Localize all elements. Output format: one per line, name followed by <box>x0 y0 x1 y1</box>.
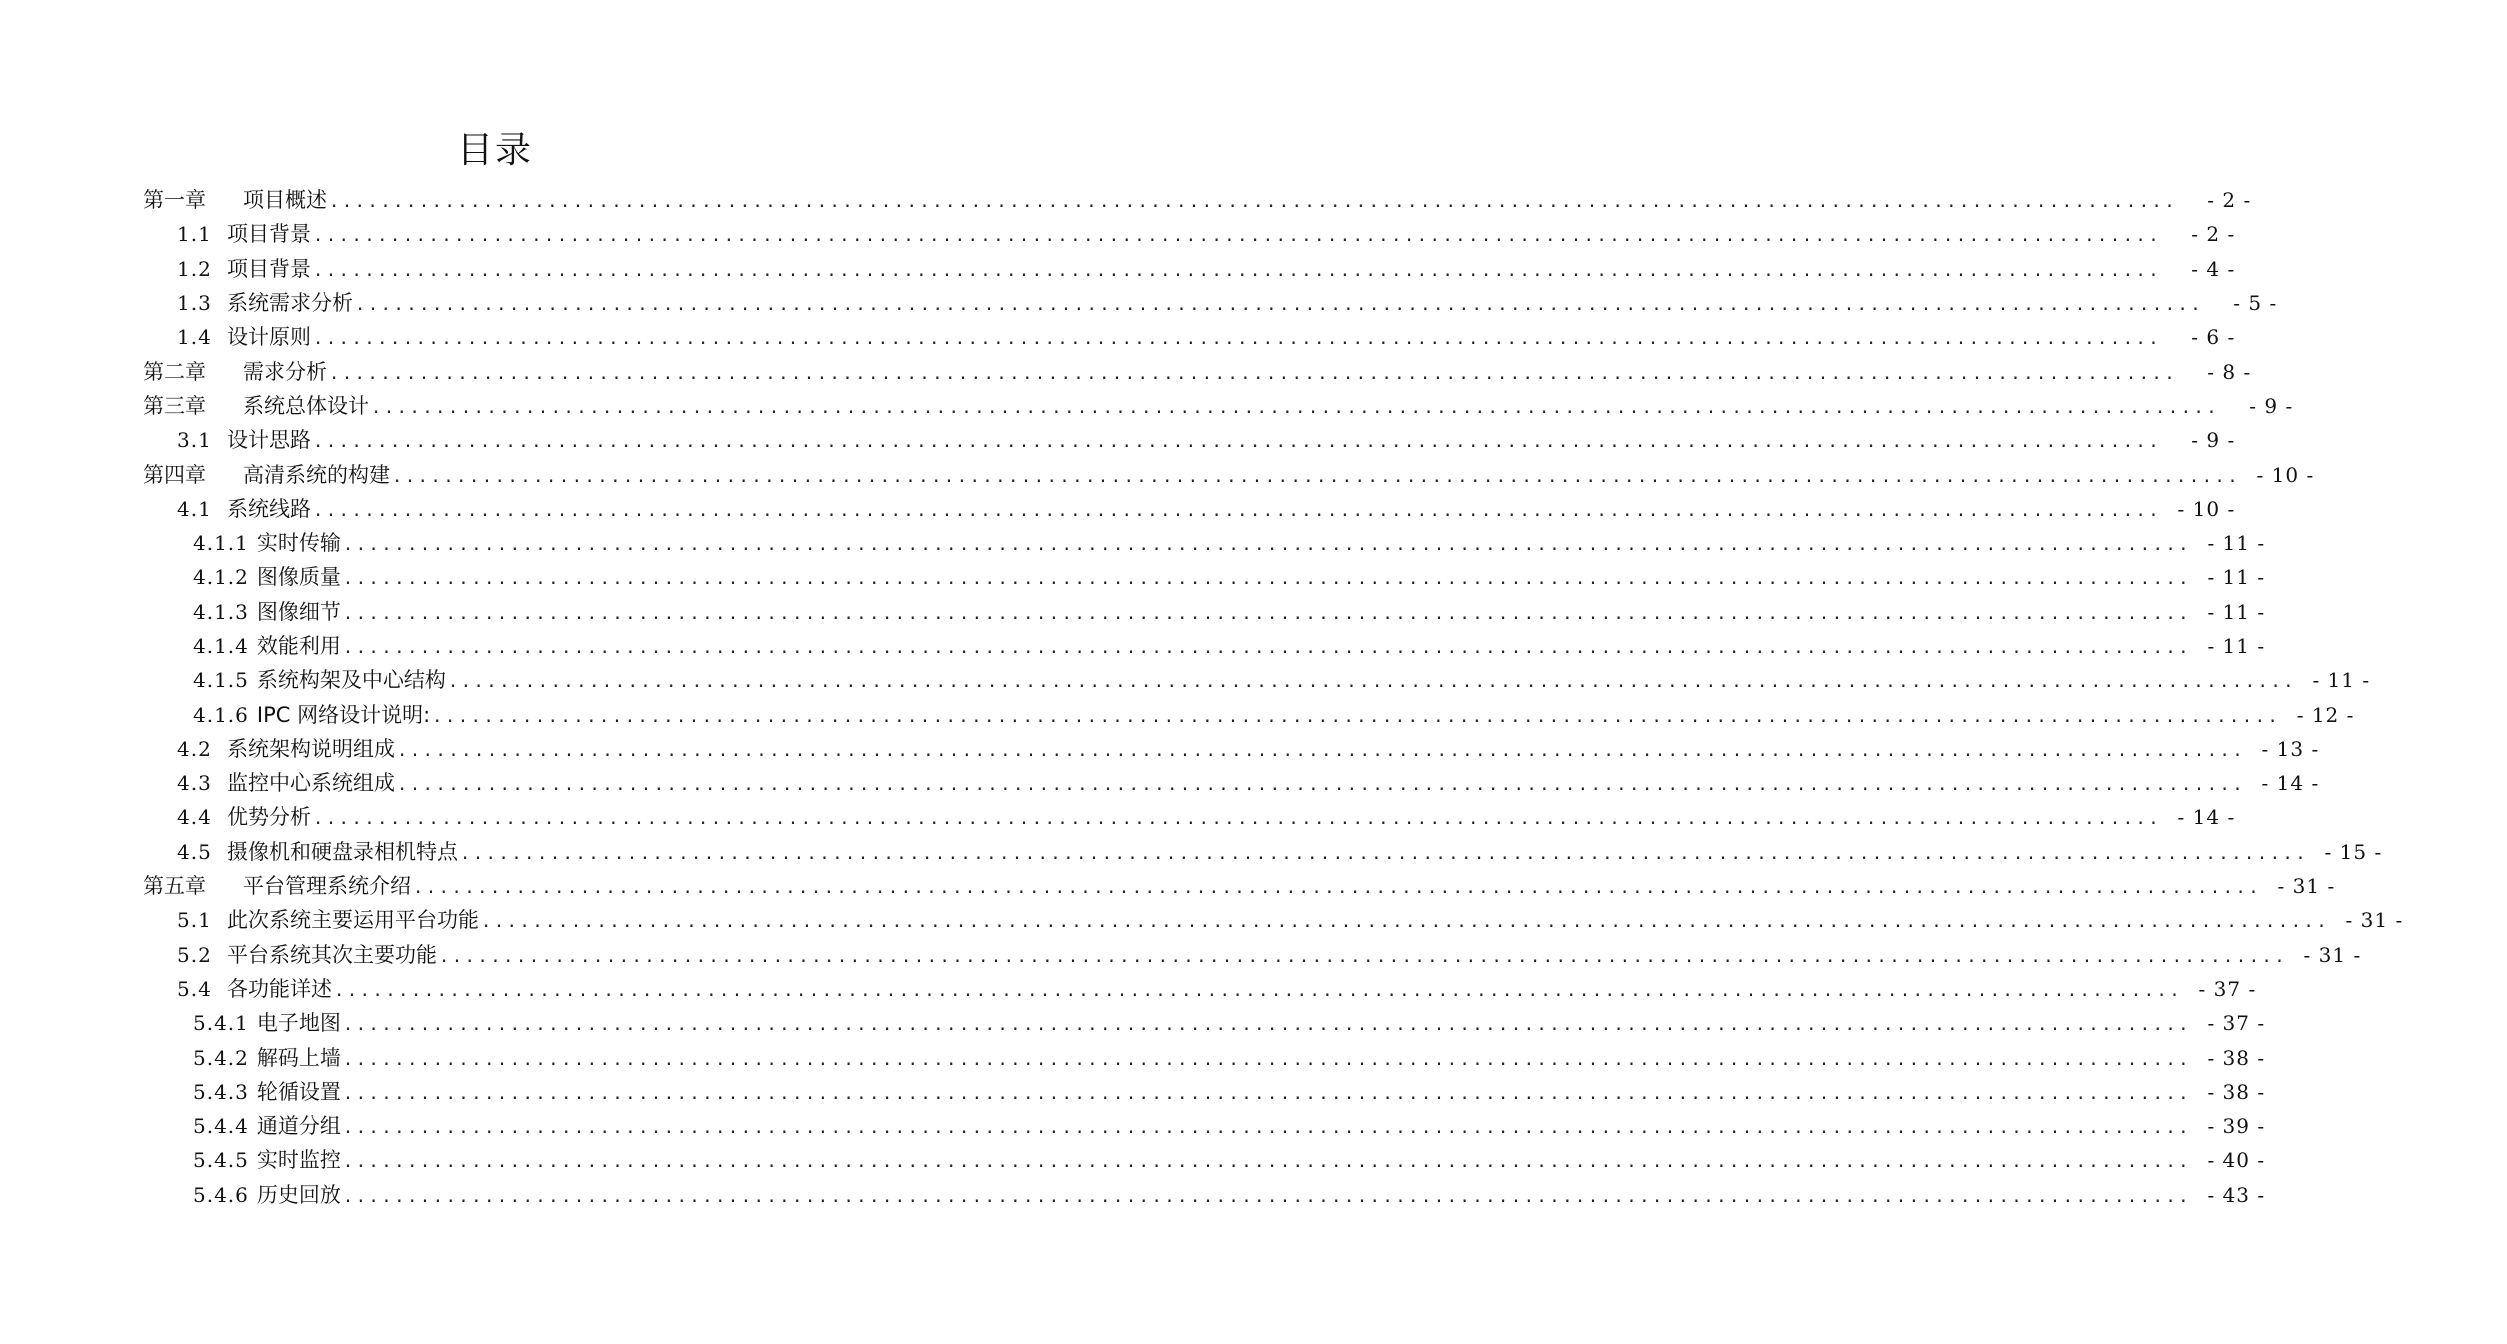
toc-dot-leader: ................................................................................................................................................ <box>342 603 2192 624</box>
toc-entry[interactable] <box>0 492 2236 526</box>
toc-dot-leader: ................................................................................................................................................ <box>313 260 2162 281</box>
toc-dot-leader: ................................................................................................................................................ <box>447 672 2297 693</box>
toc-entry-number: 4.1.3 <box>193 599 249 624</box>
toc-entry-title: 效能利用 <box>256 634 341 658</box>
toc-dot-leader: ................................................................................................................................................ <box>313 432 2162 453</box>
toc-entry-number: 1.2 <box>177 256 212 281</box>
toc-entry-number: 第二章 <box>143 359 206 384</box>
toc-entry-page: - 11 - <box>2207 565 2266 590</box>
toc-entry-number: 4.1.1 <box>193 531 249 556</box>
toc-entry[interactable] <box>0 800 2236 834</box>
toc-entry-page: - 14 - <box>2177 805 2236 830</box>
toc-entry-title: 项目背景 <box>227 222 311 247</box>
toc-entry-title: 设计原则 <box>227 325 311 350</box>
toc-entry-title: 系统架构说明组成 <box>227 736 395 761</box>
toc-dot-leader: ................................................................................................................................................ <box>371 397 2220 418</box>
toc-entry[interactable] <box>0 1178 2266 1212</box>
toc-dot-leader: ................................................................................................................................................ <box>413 878 2262 899</box>
toc-entry-number: 4.2 <box>177 736 212 761</box>
toc-entry[interactable] <box>0 320 2236 354</box>
toc-entry-number: 5.4.4 <box>193 1114 249 1139</box>
toc-entry-number: 4.3 <box>177 771 212 796</box>
toc-dot-leader: ................................................................................................................................................ <box>313 500 2162 521</box>
toc-dot-leader: ................................................................................................................................................ <box>342 1118 2192 1139</box>
toc-entry-title: 轮循设置 <box>256 1079 341 1104</box>
toc-entry[interactable] <box>0 1040 2266 1074</box>
toc-entry-page: - 31 - <box>2277 874 2336 899</box>
toc-entry-page: - 38 - <box>2207 1079 2266 1104</box>
toc-entry-number: 5.4.6 <box>193 1182 249 1207</box>
toc-entry-title: 实时传输 <box>256 531 341 556</box>
toc-dot-leader: ................................................................................................................................................ <box>342 1049 2192 1070</box>
toc-entry[interactable] <box>0 457 2315 491</box>
toc-entry-page: - 13 - <box>2261 736 2320 761</box>
toc-entry-title: 各功能详述 <box>227 976 332 1001</box>
toc-entry-page: - 5 - <box>2233 291 2278 316</box>
toc-entry-title: 通道分组 <box>256 1114 341 1139</box>
toc-entry-number: 5.1 <box>177 908 212 933</box>
toc-entry-title: 图像质量 <box>256 565 341 590</box>
toc-entry-number: 第四章 <box>143 462 206 487</box>
toc-entry-number: 1.1 <box>177 222 212 247</box>
toc-entry-page: - 2 - <box>2191 222 2236 247</box>
toc-entry[interactable] <box>0 286 2278 320</box>
toc-entry-page: - 40 - <box>2207 1148 2266 1173</box>
toc-entry[interactable] <box>0 972 2257 1006</box>
toc-entry[interactable] <box>0 869 2336 903</box>
toc-entry[interactable] <box>0 732 2320 766</box>
toc-dot-leader: ................................................................................................................................................ <box>334 980 2183 1001</box>
toc-entry-number: 第三章 <box>143 393 206 418</box>
toc-entry-title: 解码上墙 <box>256 1045 341 1070</box>
toc-dot-leader: ................................................................................................................................................ <box>342 535 2192 556</box>
toc-entry-number: 5.4 <box>177 976 212 1001</box>
toc-entry-title: 项目概述 <box>243 188 327 213</box>
toc-entry[interactable] <box>0 766 2320 800</box>
toc-dot-leader: ................................................................................................................................................ <box>313 226 2162 247</box>
toc-entry-title: 历史回放 <box>256 1182 341 1207</box>
toc-entry-title: 摄像机和硬盘录相机特点 <box>227 839 458 864</box>
toc-entry[interactable] <box>0 1109 2266 1143</box>
toc-dot-leader: ................................................................................................................................................ <box>355 295 2204 316</box>
toc-entry-number: 4.1.5 <box>193 668 249 693</box>
toc-title: 目录 <box>456 130 533 171</box>
toc-entry-number: 4.1.6 <box>193 702 249 727</box>
toc-entry-number: 4.5 <box>177 839 212 864</box>
toc-entry-page: - 4 - <box>2191 256 2236 281</box>
toc-entry[interactable] <box>0 1143 2266 1177</box>
toc-entry-title: 项目背景 <box>227 256 311 281</box>
toc-entry-number: 5.4.5 <box>193 1148 249 1173</box>
toc-entry-number: 第五章 <box>143 874 206 899</box>
toc-entry-number: 第一章 <box>143 188 206 213</box>
toc-entry-title: 系统构架及中心结构 <box>256 668 446 693</box>
toc-entry-title: 系统需求分析 <box>227 291 353 316</box>
toc-entry-title: 设计思路 <box>227 428 311 453</box>
toc-entry-title: 实时监控 <box>256 1148 341 1173</box>
toc-entry-number: 5.4.1 <box>193 1011 249 1036</box>
toc-entry-title: 电子地图 <box>256 1011 341 1036</box>
toc-entry-page: - 8 - <box>2207 359 2252 384</box>
toc-entry-number: 5.4.3 <box>193 1079 249 1104</box>
toc-entry[interactable] <box>0 938 2362 972</box>
toc-entry-number: 4.1.2 <box>193 565 249 590</box>
toc-entry[interactable] <box>0 526 2266 560</box>
toc-dot-leader: ................................................................................................................................................ <box>342 638 2192 658</box>
toc-dot-leader: ................................................................................................................................................ <box>439 946 2288 967</box>
toc-entry-title: 图像细节 <box>256 599 341 624</box>
toc-entry-number: 1.3 <box>177 291 212 316</box>
toc-dot-leader: ................................................................................................................................................ <box>481 912 2330 933</box>
toc-dot-leader: ................................................................................................................................................ <box>313 329 2162 350</box>
toc-dot-leader: ................................................................................................................................................ <box>432 706 2281 727</box>
toc-entry-number: 5.2 <box>177 942 212 967</box>
toc-entry-number: 4.1 <box>177 496 212 521</box>
toc-dot-leader: ................................................................................................................................................ <box>460 843 2309 864</box>
toc-entry[interactable] <box>0 903 2404 937</box>
toc-entry-title: 优势分析 <box>227 805 311 830</box>
toc-entry-page: - 11 - <box>2207 531 2266 556</box>
toc-entry-page: - 12 - <box>2296 702 2355 727</box>
toc-entry-title: 监控中心系统组成 <box>227 771 395 796</box>
toc-entry[interactable] <box>0 560 2266 594</box>
toc-dot-leader: ................................................................................................................................................ <box>342 569 2192 590</box>
toc-entry-page: - 43 - <box>2207 1182 2266 1207</box>
toc-entry-title: 高清系统的构建 <box>243 462 390 487</box>
toc-entry-page: - 10 - <box>2256 462 2315 487</box>
toc-entry-page: - 14 - <box>2261 771 2320 796</box>
toc-entry-page: - 2 - <box>2207 188 2252 213</box>
toc-entry-page: - 31 - <box>2303 942 2362 967</box>
toc-entry-number: 5.4.2 <box>193 1045 249 1070</box>
toc-entry-page: - 37 - <box>2198 976 2257 1001</box>
toc-entry-page: - 9 - <box>2249 393 2294 418</box>
toc-dot-leader: ................................................................................................................................................ <box>397 740 2246 761</box>
toc-entry[interactable] <box>0 1006 2266 1040</box>
toc-entry[interactable] <box>0 389 2294 423</box>
toc-dot-leader: ................................................................................................................................................ <box>392 466 2241 487</box>
toc-list <box>0 183 2404 1212</box>
toc-entry-page: - 38 - <box>2207 1045 2266 1070</box>
toc-entry[interactable] <box>0 354 2252 388</box>
toc-dot-leader: ................................................................................................................................................ <box>342 1186 2192 1207</box>
toc-dot-leader: ................................................................................................................................................ <box>342 1015 2192 1036</box>
toc-entry-title: 系统线路 <box>227 496 311 521</box>
toc-entry-number: 3.1 <box>177 428 212 453</box>
toc-entry[interactable] <box>0 663 2371 697</box>
toc-entry-number: 4.1.4 <box>193 634 249 658</box>
toc-entry-title: 需求分析 <box>243 359 327 384</box>
toc-entry-title: IPC 网络设计说明: <box>256 702 431 727</box>
toc-entry-page: - 11 - <box>2207 634 2266 658</box>
toc-entry-title: 平台管理系统介绍 <box>243 874 411 899</box>
toc-entry[interactable] <box>0 835 2383 869</box>
toc-entry[interactable] <box>0 697 2355 731</box>
toc-dot-leader: ................................................................................................................................................ <box>342 1152 2192 1173</box>
toc-entry-title: 平台系统其次主要功能 <box>227 942 437 967</box>
toc-entry[interactable] <box>0 217 2236 251</box>
toc-entry[interactable] <box>0 629 2266 663</box>
toc-dot-leader: ................................................................................................................................................ <box>329 192 2178 213</box>
toc-entry-page: - 39 - <box>2207 1114 2266 1139</box>
toc-entry-page: - 9 - <box>2191 428 2236 453</box>
toc-entry[interactable] <box>0 423 2236 457</box>
toc-entry[interactable] <box>0 252 2236 286</box>
toc-entry[interactable] <box>0 595 2266 629</box>
toc-entry-number: 4.4 <box>177 805 212 830</box>
toc-entry[interactable] <box>0 183 2252 217</box>
toc-entry-page: - 15 - <box>2324 839 2383 864</box>
toc-dot-leader: ................................................................................................................................................ <box>329 363 2178 384</box>
toc-entry-number: 1.4 <box>177 325 212 350</box>
toc-entry-page: - 6 - <box>2191 325 2236 350</box>
toc-dot-leader: ................................................................................................................................................ <box>313 809 2162 830</box>
toc-entry-page: - 31 - <box>2345 908 2404 933</box>
toc-entry[interactable] <box>0 1075 2266 1109</box>
toc-dot-leader: ................................................................................................................................................ <box>342 1083 2192 1104</box>
toc-dot-leader: ................................................................................................................................................ <box>397 775 2246 796</box>
toc-entry-page: - 37 - <box>2207 1011 2266 1036</box>
toc-entry-title: 此次系统主要运用平台功能 <box>227 908 479 933</box>
toc-entry-page: - 11 - <box>2312 668 2371 693</box>
toc-entry-title: 系统总体设计 <box>243 393 369 418</box>
toc-entry-page: - 11 - <box>2207 599 2266 624</box>
toc-entry-page: - 10 - <box>2177 496 2236 521</box>
